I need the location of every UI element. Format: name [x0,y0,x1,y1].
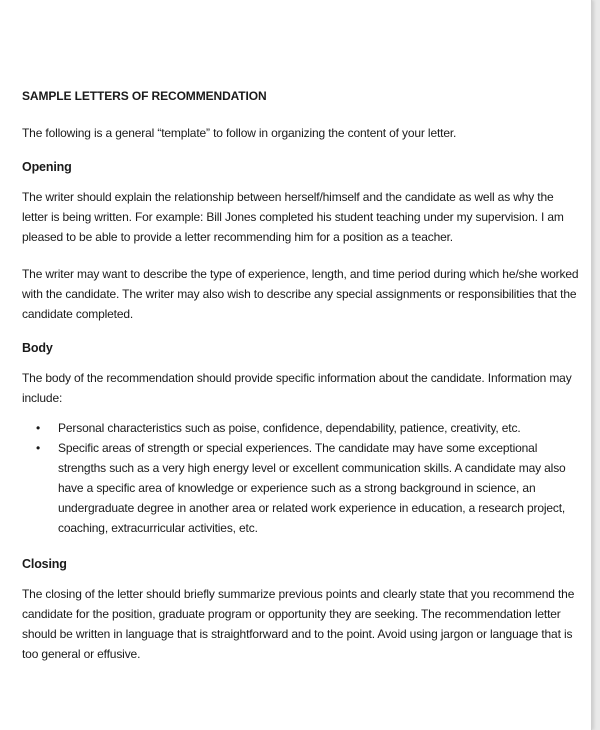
opening-paragraph-1: The writer should explain the relationship between herself/himself and the candidate as well as why the letter is being written. For example: Bill Jones completed his student teaching under my supervision. I am pleased to be able to provide a letter recommending him for a position as a teacher. [22,190,564,244]
bullet-icon: • [36,421,41,435]
closing-heading: Closing [22,557,67,571]
list-item [22,418,582,438]
list-item-text: Specific areas of strength or special experiences. The candidate may have some exceptional strengths such as a very high energy level or excellent communication skills. A candidate may also have a specific area of knowledge or experience such as a strong background in science, an undergraduate degree in another area or related work experience in education, a research project, coaching, extracurricular activities, etc. [58,441,566,535]
body-heading: Body [22,341,53,355]
list-item [22,438,582,538]
opening-paragraph-2: The writer may want to describe the type of experience, length, and time period during which he/she worked with the candidate. The writer may also wish to describe any special assignments or responsibilities that the candidate completed. [22,267,579,321]
body-paragraph: The body of the recommendation should provide specific information about the candidate. Information may include: [22,371,572,405]
bullet-icon: • [36,441,41,455]
closing-paragraph: The closing of the letter should briefly summarize previous points and clearly state that you recommend the candidate for the position, graduate program or opportunity they are seeking. The recommendation letter should be written in language that is straightforward and to the point. Avoid using jargon or language that is too general or effusive. [22,587,575,661]
list-item-text: Personal characteristics such as poise, confidence, dependability, patience, creativity, etc. [58,421,521,435]
body-bullet-list [22,418,582,538]
document-title: SAMPLE LETTERS OF RECOMMENDATION [22,89,267,103]
document-content [22,86,582,664]
intro-paragraph: The following is a general “template” to follow in organizing the content of your letter. [22,126,457,140]
opening-heading: Opening [22,160,72,174]
